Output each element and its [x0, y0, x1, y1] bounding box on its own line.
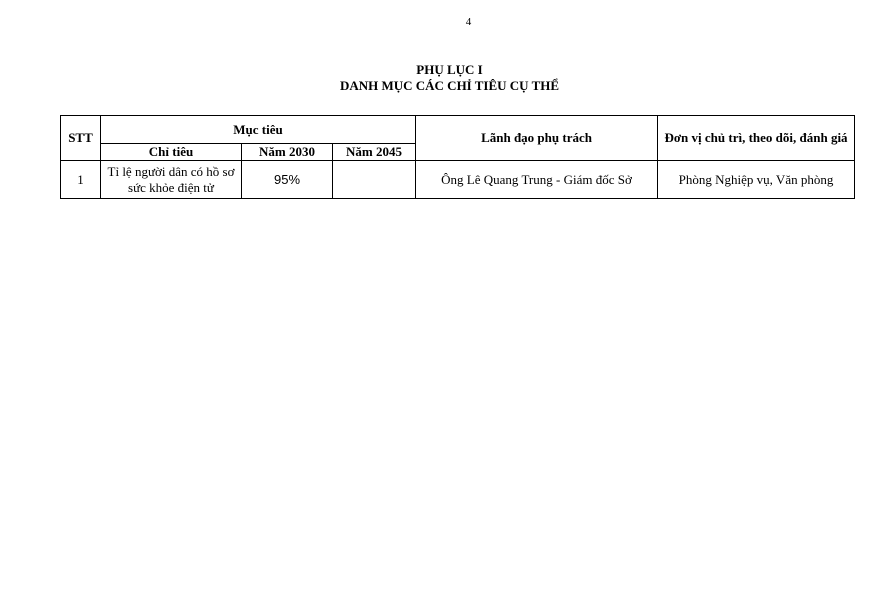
- cell-stt: 1: [61, 161, 101, 199]
- header-chi-tieu: Chỉ tiêu: [101, 144, 242, 161]
- cell-don-vi: Phòng Nghiệp vụ, Văn phòng: [658, 161, 855, 199]
- header-nam-2045: Năm 2045: [333, 144, 416, 161]
- table-row: [61, 161, 855, 199]
- appendix-title: PHỤ LỤC I: [416, 62, 483, 77]
- cell-chi-tieu: Tỉ lệ người dân có hồ sơ sức khỏe điện tử: [101, 161, 242, 199]
- header-lanh-dao: Lãnh đạo phụ trách: [416, 116, 658, 161]
- targets-table: [60, 115, 855, 199]
- page-number: 4: [465, 16, 472, 28]
- header-nam-2030: Năm 2030: [242, 144, 333, 161]
- header-stt: STT: [61, 116, 101, 161]
- header-muc-tieu: Mục tiêu: [101, 116, 416, 144]
- cell-nam-2045: [333, 161, 416, 199]
- cell-nam-2030: 95%: [242, 161, 333, 199]
- table-header-row: [61, 116, 855, 144]
- header-don-vi: Đơn vị chủ trì, theo dõi, đánh giá: [658, 116, 855, 161]
- appendix-subtitle: DANH MỤC CÁC CHỈ TIÊU CỤ THỂ: [339, 78, 560, 93]
- cell-lanh-dao: Ông Lê Quang Trung - Giám đốc Sở: [416, 161, 658, 199]
